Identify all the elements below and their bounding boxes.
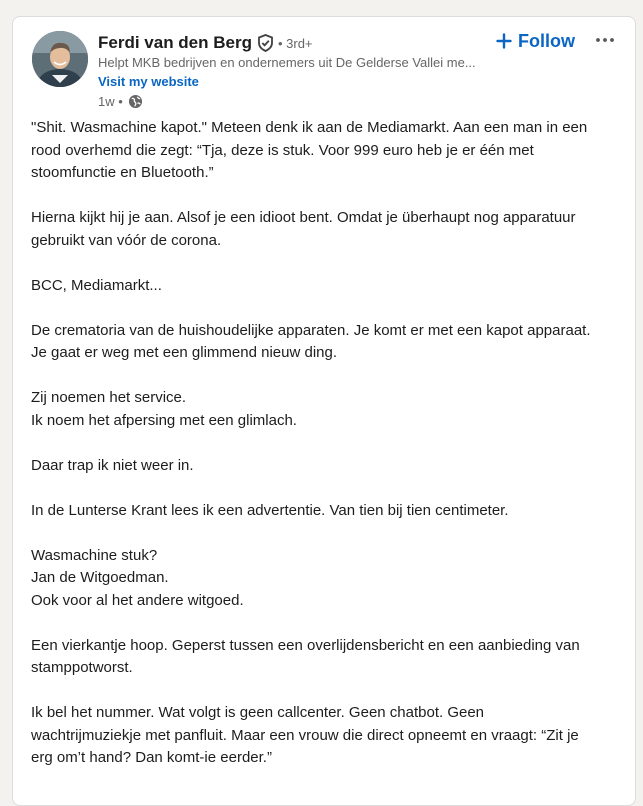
post-paragraph [31,635,627,680]
follow-button[interactable] [496,27,575,55]
post-text-line: BCC, Mediamarkt... [31,276,162,294]
post-text-line: In de Lunterse Krant lees ik een advertentie. Van tien bij tien centimeter. [31,501,509,519]
post-text-line: De crematoria van de huishoudelijke apparaten. Je komt er met een kapot apparaat. [31,321,591,339]
post-body [31,117,627,792]
post-text-line: wachtrijmuziekje met panfluit. Maar een vrouw die direct opneemt en vraagt: “Zit je [31,726,579,744]
post-timestamp: 1w • [98,93,123,109]
post-text-line: stoomfunctie en Bluetooth.” [31,164,214,181]
post-text-line: Daar trap ik niet weer in. [31,456,194,474]
post-text-line: Wasmachine stuk? [31,546,158,564]
post-text-line: "Shit. Wasmachine kapot." Meteen denk ik aan de Mediamarkt. Aan een man in een [31,119,588,136]
post-text-line: Ik noem het afpersing met een glimlach. [31,411,297,429]
post-paragraph [31,702,627,770]
follow-label: Follow [518,30,575,51]
post-paragraph [31,117,627,185]
post-text-line: Zij noemen het service. [31,389,187,406]
post-text-line: stamppotworst. [31,659,133,676]
author-headline: Helpt MKB bedrijven en ondernemers uit De Gelderse Vallei me... [98,55,476,70]
post-text-line: Jan de Witgoedman. [31,569,169,586]
plus-icon [496,33,512,49]
post-paragraph [31,275,627,298]
ellipsis-icon [595,37,615,43]
visit-website-link[interactable]: Visit my website [98,74,199,89]
post-text-line: Een vierkantje hoop. Geperst tussen een overlijdensbericht en een aanbieding van [31,636,580,654]
post-text-line: Ook voor al het andere witgoed. [31,591,244,609]
post-paragraph [31,320,627,365]
post-paragraph [31,500,627,523]
author-name[interactable]: Ferdi van den Berg [98,33,252,52]
post-paragraph [31,207,627,252]
connection-degree: • 3rd+ [277,35,313,51]
globe-icon [128,94,143,109]
post-text-line: rood overhemd die zegt: “Tja, deze is stuk. Voor 999 euro heb je er één met [31,141,534,159]
post-card [12,16,636,806]
post-text-line: Je gaat er weg met een glimmend nieuw ding. [31,344,338,361]
post-text-line: Ik bel het nummer. Wat volgt is geen callcenter. Geen chatbot. Geen [31,704,485,721]
post-text-line: Hierna kijkt hij je aan. Alsof je een idioot bent. Omdat je überhaupt nog apparatuur [31,209,576,226]
author-row [98,31,313,55]
post-text-line: gebruikt van vóór de corona. [31,231,222,249]
author-avatar[interactable] [32,31,88,87]
post-text-line: erg om’t hand? Dan komt-ie eerder.” [31,749,272,766]
verified-shield-icon [257,34,274,52]
post-paragraph [31,455,627,478]
post-paragraph [31,545,627,613]
avatar-photo-icon [32,31,88,87]
post-paragraph [31,387,627,432]
more-options-button[interactable] [591,29,619,51]
post-meta [98,92,143,110]
